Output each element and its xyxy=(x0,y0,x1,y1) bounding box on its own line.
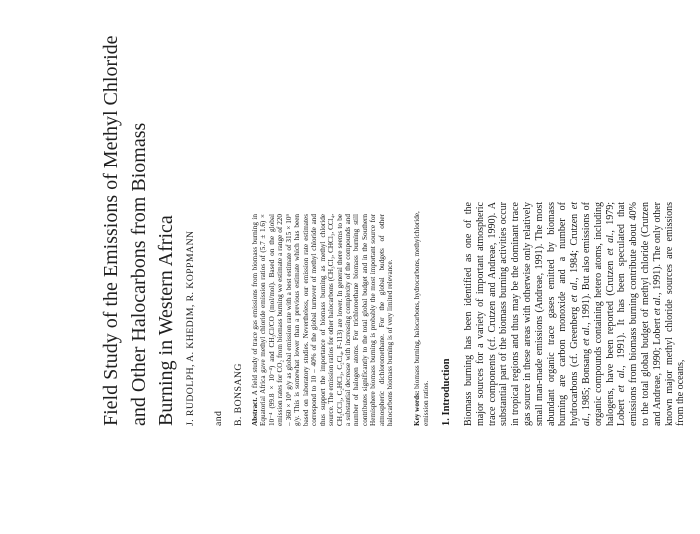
intro-et-al: et al. xyxy=(569,280,581,303)
abstract-paragraph xyxy=(251,214,395,426)
author-line-2: B. BONSANG xyxy=(233,363,244,426)
intro-et-al: et al. xyxy=(604,232,616,256)
author-line-1: J. RUDOLPH, A. KHEDIM, R. KOPPMANN xyxy=(185,230,196,426)
intro-text-segment: , 1984; Crutzen xyxy=(569,209,581,280)
intro-et-al: et al. xyxy=(580,324,592,346)
intro-et-al: et al. xyxy=(569,202,592,426)
introduction-paragraph xyxy=(463,202,687,426)
abstract-body: A field study of trace gas emissions from biomass burning in Equatorial Africa gave methyl chloride emission ratios of (5.7 ± 1.6) × 10⁻⁴ (99.8 × 10⁻⁴) and CH₃Cl/CO (mol/mol). Based on the global emission rates for CO₂ from biomass burning we estimate a range of 220 – 360 × 10⁹ g/y as global emission rate with a best estimate of 315 × 10⁹ g/y. This is somewhat lower than a previous estimate which has been based on laboratory studies. Nevertheless, our emission rate estimates correspond to 10 – 40% of the global turnover of methyl chloride and thus support the importance of biomass burning as methyl chloride source. The emission ratios for other halocarbons (CH₃CI₃, CHCl₃, CCl₄, CH₂CCl₃, C₂HCl₃, C₂Cl₄, F-113) are lower. In general there seems to be a substantial decrease with increasing complexity of the compounds and number of halogen atoms. For trichloroethane biomass burning still contributes significantly to the total global budget and in the Southern Hemisphere biomass burning is probably the most important source for atmospheric dichloromethane. For the global budgets of other halocarbons biomass burning is of very limited relevance. xyxy=(251,213,395,426)
keywords-paragraph xyxy=(413,206,430,426)
author-and: and xyxy=(213,410,224,426)
abstract-label: Abstract. xyxy=(251,397,259,426)
intro-text-segment: , 1979; Lobert xyxy=(604,202,628,426)
intro-text-segment: , 1991). The only other known major methyl chloride sources are emissions from the oceans, xyxy=(651,202,687,426)
intro-text-segment: , 1985; Bonsang xyxy=(580,345,592,416)
paper-title-line-2: and Other Halocarbons from Biomass xyxy=(128,122,150,426)
intro-text-segment: Biomass burning has been identified as one of the major sources for a variety of important atmospheric trace components (cf. Crutzen and Andreae, 1990). A substantial part of the biomass burning activities occur in tropical regions and thus may be the dominant trace gas source in these areas with otherwise only relatively small man-made emissions (Andreae, 1991). The most abundant organic trace gases emitted by biomass burning are carbon monoxide and a number of hydrocarbons (cf. Greenberg xyxy=(463,202,581,426)
keywords-body: biomass burning, halocarbons, hydrocarbons, methylchloride, emission ratios. xyxy=(413,211,430,426)
paper-title-line-1: Field Study of the Emissions of Methyl Chloride xyxy=(100,35,122,426)
intro-et-al: et al. xyxy=(651,295,663,316)
section-heading-introduction: 1. Introduction xyxy=(441,358,452,426)
intro-text-segment: , 1991). But also emissions of organic compounds containing hetero atoms, including halogens, have been reported (Crutzen xyxy=(580,201,616,426)
intro-et-al: et al. xyxy=(616,367,628,393)
keywords-label: Key words: xyxy=(413,390,421,426)
paper-title-line-3: Burning in Western Africa xyxy=(155,215,177,426)
intro-text-segment: , 1991). It has been speculated that emissions from biomass burning contribute about 40% to the total global budget of methyl chloride (Crutzen and Andreae, 1990; Lobert xyxy=(616,202,663,426)
